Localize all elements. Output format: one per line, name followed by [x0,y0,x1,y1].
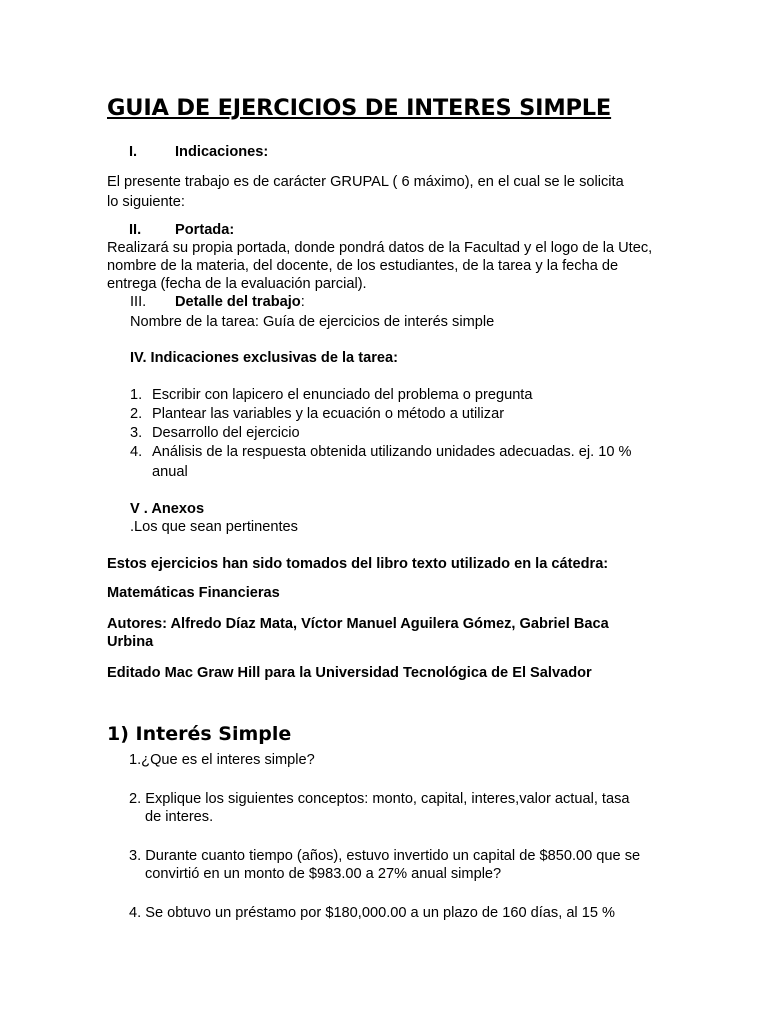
section-3-colon: : [300,294,305,310]
authors-line-1: Autores: Alfredo Díaz Mata, Víctor Manuel Aguilera Gómez, Gabriel Baca [107,616,609,632]
source-note: Estos ejercicios han sido tomados del libro texto utilizado en la cátedra: [107,556,609,572]
list-item-number: 4. [130,444,143,460]
section-4-heading: IV. Indicaciones exclusivas de la tarea: [130,350,398,366]
question-item: 1.¿Que es el interes simple? [129,752,315,768]
section-5-heading: V . Anexos [130,501,205,517]
publisher-line: Editado Mac Graw Hill para la Universidad Tecnológica de El Salvador [107,665,592,681]
section-1-heading: Indicaciones: [175,144,269,160]
section-3-label: Detalle del trabajo [175,294,301,310]
intro-text-line-2: lo siguiente: [107,194,185,210]
list-item-number: 1. [130,387,143,403]
portada-text-line-3: entrega (fecha de la evaluación parcial). [107,276,367,292]
section-3-heading [175,293,305,312]
list-item: Desarrollo del ejercicio [152,425,300,441]
intro-text-line-1: El presente trabajo es de carácter GRUPAL ( 6 máximo), en el cual se le solicita [107,174,624,190]
list-item: Escribir con lapicero el enunciado del problema o pregunta [152,387,533,403]
document-title: GUIA DE EJERCICIOS DE INTERES SIMPLE [107,95,612,121]
task-name-text: Nombre de la tarea: Guía de ejercicios de interés simple [130,314,495,330]
chapter-heading: 1) Interés Simple [107,723,292,745]
section-1-number: I. [129,144,138,160]
book-title: Matemáticas Financieras [107,585,280,601]
authors-line-2: Urbina [107,634,154,650]
portada-text-line-2: nombre de la materia, del docente, de los estudiantes, de la tarea y la fecha de [107,258,619,274]
list-item-continuation: anual [152,464,188,480]
list-item-number: 3. [130,425,143,441]
list-item-number: 2. [130,406,143,422]
list-item: Análisis de la respuesta obtenida utilizando unidades adecuadas. ej. 10 % [152,444,632,460]
question-item-continuation: convirtió en un monto de $983.00 a 27% anual simple? [145,866,502,882]
question-item: 2. Explique los siguientes conceptos: monto, capital, interes,valor actual, tasa [129,791,630,807]
anexos-text: .Los que sean pertinentes [130,519,298,535]
portada-text-line-1: Realizará su propia portada, donde pondrá datos de la Facultad y el logo de la Utec, [107,240,653,256]
question-item: 3. Durante cuanto tiempo (años), estuvo invertido un capital de $850.00 que se [129,848,641,864]
question-item-continuation: de interes. [145,809,214,825]
section-3-number: III. [130,294,147,310]
section-2-heading: Portada: [175,222,235,238]
question-item: 4. Se obtuvo un préstamo por $180,000.00 a un plazo de 160 días, al 15 % [129,905,615,921]
list-item: Plantear las variables y la ecuación o método a utilizar [152,406,505,422]
section-2-number: II. [129,222,142,238]
